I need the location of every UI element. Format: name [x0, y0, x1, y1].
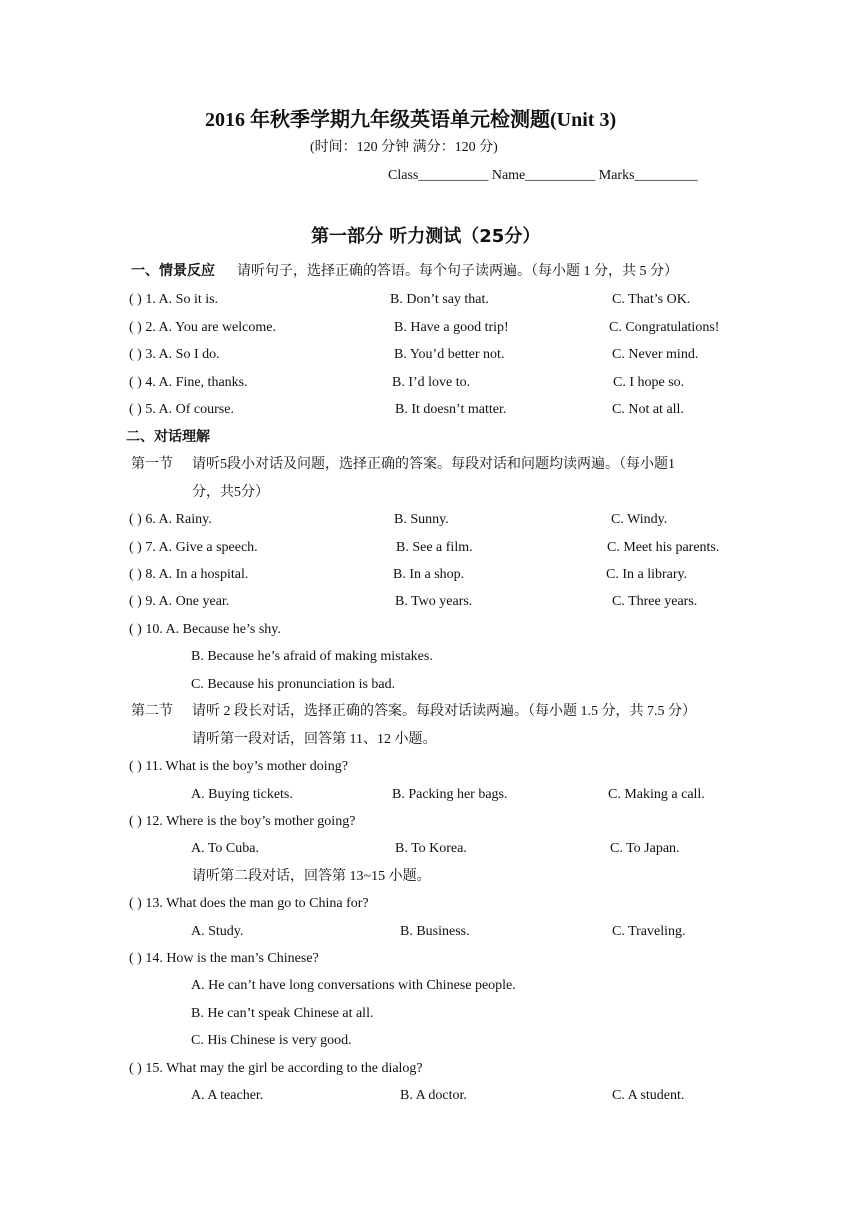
- question-8-option-b: B. In a shop.: [393, 567, 465, 582]
- question-9-option-c: C. Three years.: [612, 594, 698, 609]
- part1-heading: 第一部分 听力测试（25分）: [311, 226, 541, 247]
- question-12-option-c: C. To Japan.: [610, 841, 680, 856]
- section1-instruction: 请听句子，选择正确的答语。每个句子读两遍。（每小题 1 分，共 5 分）: [237, 264, 678, 279]
- question-6-option-c: C. Windy.: [611, 512, 668, 527]
- question-7-option-c: C. Meet his parents.: [607, 540, 720, 555]
- sub-section1-label: 第一节: [131, 457, 173, 472]
- sub-section1-instruction: 请听5段小对话及问题，选择正确的答案。每段对话和问题均读两遍。（每小题1: [192, 457, 675, 472]
- sub-section2-label: 第二节: [131, 704, 173, 719]
- question-1-option-c: C. That’s OK.: [612, 292, 691, 307]
- sub-section2-instruction: 请听 2 段长对话，选择正确的答案。每段对话读两遍。（每小题 1.5 分，共 7.5 分）: [192, 704, 696, 719]
- question-2-option-c: C. Congratulations!: [609, 320, 720, 335]
- question-11-option-c: C. Making a call.: [608, 787, 705, 802]
- question-8-option-c: C. In a library.: [606, 567, 688, 582]
- question-9-option-b: B. Two years.: [395, 594, 473, 609]
- dialog2-note: 请听第二段对话，回答第 13~15 小题。: [192, 869, 431, 884]
- question-3-option-c: C. Never mind.: [612, 347, 699, 362]
- question-3-option-b: B. You’d better not.: [394, 347, 505, 362]
- question-10-option-b: B. Because he’s afraid of making mistakes.: [191, 649, 433, 664]
- question-7-option-b: B. See a film.: [396, 540, 473, 555]
- class-name-marks-line: Class__________ Name__________ Marks_________: [388, 168, 698, 183]
- question-12-option-a: A. To Cuba.: [191, 841, 259, 856]
- question-11: ( ) 11. What is the boy’s mother doing?: [129, 759, 348, 774]
- question-5-option-c: C. Not at all.: [612, 402, 684, 417]
- question-1-option-a: ( ) 1. A. So it is.: [129, 292, 219, 307]
- question-4-option-b: B. I’d love to.: [392, 375, 471, 390]
- question-15-option-a: A. A teacher.: [191, 1088, 264, 1103]
- question-5-option-a: ( ) 5. A. Of course.: [129, 402, 234, 417]
- question-15: ( ) 15. What may the girl be according to the dialog?: [129, 1061, 423, 1076]
- question-5-option-b: B. It doesn’t matter.: [395, 402, 507, 417]
- question-8-option-a: ( ) 8. A. In a hospital.: [129, 567, 249, 582]
- question-10-option-a: ( ) 10. A. Because he’s shy.: [129, 622, 281, 637]
- question-15-option-b: B. A doctor.: [400, 1088, 467, 1103]
- question-13-option-c: C. Traveling.: [612, 924, 686, 939]
- section2-title: 二、对话理解: [126, 430, 210, 445]
- question-11-option-a: A. Buying tickets.: [191, 787, 293, 802]
- question-6-option-b: B. Sunny.: [394, 512, 449, 527]
- question-14: ( ) 14. How is the man’s Chinese?: [129, 951, 319, 966]
- section1-title: 一、情景反应: [131, 264, 215, 279]
- question-4-option-c: C. I hope so.: [613, 375, 685, 390]
- question-12: ( ) 12. Where is the boy’s mother going?: [129, 814, 356, 829]
- question-2-option-b: B. Have a good trip!: [394, 320, 509, 335]
- question-10-option-c: C. Because his pronunciation is bad.: [191, 677, 396, 692]
- question-1-option-b: B. Don’t say that.: [390, 292, 489, 307]
- question-4-option-a: ( ) 4. A. Fine, thanks.: [129, 375, 248, 390]
- time-info: (时间：120 分钟 满分：120 分): [310, 140, 498, 155]
- question-13-option-a: A. Study.: [191, 924, 244, 939]
- question-12-option-b: B. To Korea.: [395, 841, 467, 856]
- question-13-option-b: B. Business.: [400, 924, 470, 939]
- question-9-option-a: ( ) 9. A. One year.: [129, 594, 230, 609]
- page-title: 2016 年秋季学期九年级英语单元检测题(Unit 3): [205, 109, 617, 131]
- sub-section1-instruction-cont: 分，共5分）: [192, 485, 269, 500]
- question-11-option-b: B. Packing her bags.: [392, 787, 508, 802]
- question-14-option-b: B. He can’t speak Chinese at all.: [191, 1006, 374, 1021]
- question-2-option-a: ( ) 2. A. You are welcome.: [129, 320, 276, 335]
- question-13: ( ) 13. What does the man go to China for?: [129, 896, 369, 911]
- question-6-option-a: ( ) 6. A. Rainy.: [129, 512, 212, 527]
- question-3-option-a: ( ) 3. A. So I do.: [129, 347, 220, 362]
- question-15-option-c: C. A student.: [612, 1088, 685, 1103]
- question-7-option-a: ( ) 7. A. Give a speech.: [129, 540, 258, 555]
- question-14-option-c: C. His Chinese is very good.: [191, 1033, 352, 1048]
- dialog1-note: 请听第一段对话，回答第 11、12 小题。: [192, 732, 437, 747]
- question-14-option-a: A. He can’t have long conversations with Chinese people.: [191, 978, 516, 993]
